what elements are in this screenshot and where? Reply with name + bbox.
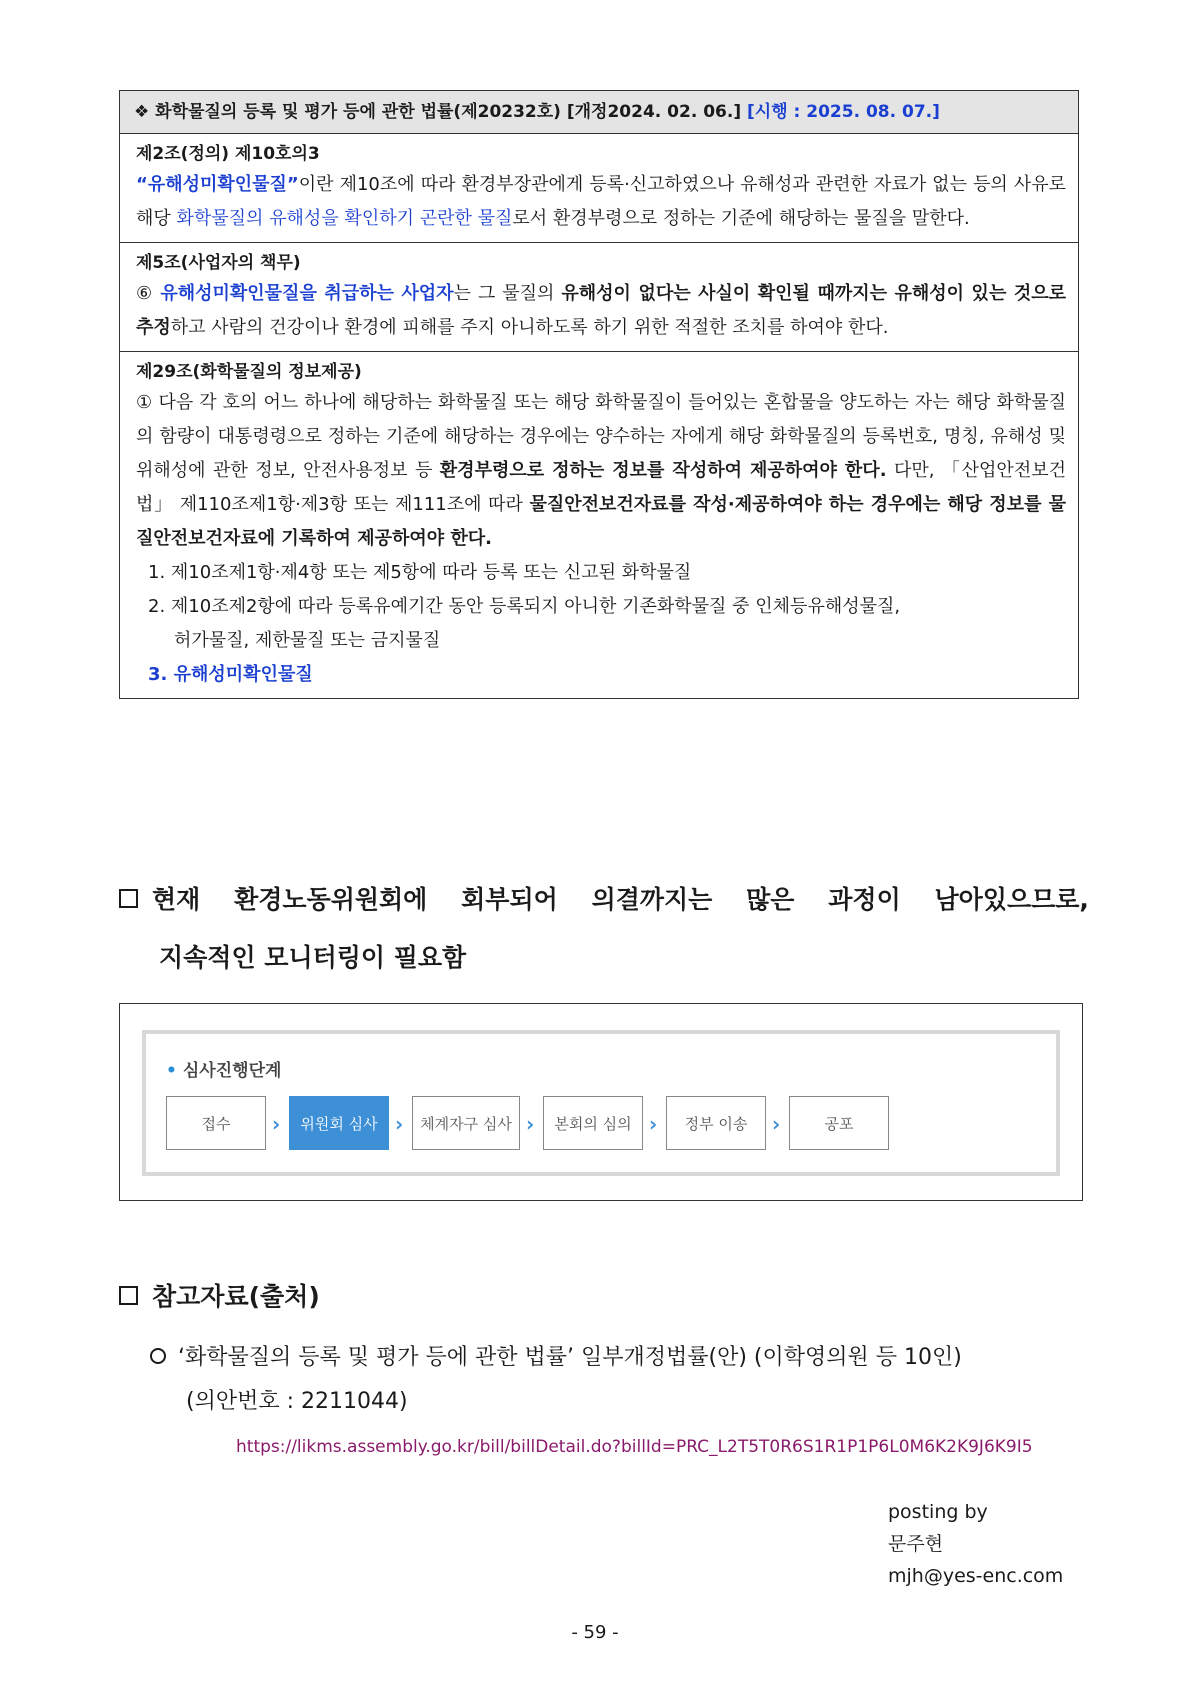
square-bullet-icon (119, 1286, 138, 1305)
status-word (119, 880, 200, 916)
reference-item-title: ‘화학물질의 등록 및 평가 등에 관한 법률’ 일부개정법률(안) (이학영의원 등 10인) (178, 1345, 962, 1370)
reference-bill-number: (의안번호 : 2211044) (186, 1389, 408, 1414)
article-2-highlight: 화학물질의 유해성을 확인하기 곤란한 물질 (176, 208, 513, 229)
article-5-text-end: 하고 사람의 건강이나 환경에 피해를 주지 아니하도록 하기 위한 적절한 조치를 하여야 한다. (170, 317, 889, 338)
step-plenary-deliberation[interactable]: 본회의 심의 (543, 1096, 643, 1150)
chevron-right-icon: › (772, 1112, 781, 1136)
chevron-right-icon: › (526, 1112, 535, 1136)
article-29-item-2: 2. 제10조제2항에 따라 등록유예기간 동안 등록되지 아니한 기존화학물질 중 인체등유해성물질, (148, 596, 901, 617)
review-stage-panel (119, 1003, 1083, 1201)
status-word: 과정이 (828, 885, 901, 914)
article-29-bold-1: 환경부령으로 정하는 정보를 작성하여 제공하여야 한다. (439, 460, 887, 481)
article-29-text-mid: 다만, 「산업안전보건법」 제110조제1항·제3항 또는 제111조에 따라 (136, 460, 1066, 515)
status-word: 의결까지는 (591, 885, 713, 914)
status-word: 회부되어 (461, 885, 558, 914)
chevron-right-icon: › (649, 1112, 658, 1136)
article-29-bold-2: 물질안전보건자료를 작성·제공하여야 하는 경우에는 해당 정보를 물질안전보건자료에 기록하여 제공하여야 한다. (136, 494, 1066, 549)
article-29-section (120, 352, 1078, 698)
step-promulgation[interactable]: 공포 (789, 1096, 889, 1150)
review-stage-title-text: 심사진행단계 (182, 1061, 282, 1081)
article-5-text (136, 277, 1066, 345)
references-heading (119, 1277, 1089, 1313)
step-committee-review[interactable]: 위원회 심사 (289, 1096, 389, 1150)
defined-term: “유해성미확인물질” (136, 174, 299, 195)
article-29-item-1: 1. 제10조제1항·제4항 또는 제5항에 따라 등록 또는 신고된 화학물질 (148, 562, 692, 583)
article-5-bold: 유해성이 없다는 사실이 확인될 때까지는 유해성이 있는 것으로 추정 (136, 283, 1067, 338)
posting-email: mjh@yes-enc.com (888, 1565, 1064, 1587)
article-5-section (120, 243, 1078, 352)
posting-author: 문주현 (888, 1533, 944, 1555)
article-29-title: 제29조(화학물질의 정보제공) (136, 362, 362, 382)
review-stage-inner (142, 1030, 1060, 1176)
step-legal-review[interactable]: 체계자구 심사 (412, 1096, 520, 1150)
references-heading-text: 참고자료(출처) (152, 1282, 320, 1311)
reference-item (150, 1340, 1080, 1371)
article-29-text-part: ① 다음 각 호의 어느 하나에 해당하는 화학물질 또는 해당 화학물질이 들어있는 혼합물을 양도하는 자는 해당 화학물질의 함량이 대통령령으로 정하는 기준에 해당하는 경우에는 양수하는 자에게 해당 화학물질의 등록번호, 명칭, 유해성 및 위해성에 관한 정보, 안전사용정보 등 (136, 392, 1066, 481)
article-2-text (136, 168, 1066, 236)
article-29-item-2-cont: 허가물질, 제한물질 또는 금지물질 (174, 630, 441, 651)
posting-info (888, 1496, 1063, 1592)
chevron-right-icon: › (395, 1112, 404, 1136)
law-enforcement-date: [시행 : 2025. 08. 07.] (747, 102, 940, 122)
article-29-item-3: 3. 유해성미확인물질 (148, 664, 313, 685)
article-29-text (136, 386, 1066, 556)
law-header-title: ❖ 화학물질의 등록 및 평가 등에 관한 법률(제20232호) [개정2024. 02. 06.] (134, 102, 748, 122)
status-word: 많은 (746, 885, 795, 914)
status-word: 남아있으므로, (934, 885, 1089, 914)
article-2-text-part: 이란 제10조에 따라 환경부장관에게 등록·신고하였으나 유해성과 관련한 자료가 없는 등의 사유로 해당 (136, 174, 1066, 229)
status-note-line-2: 지속적인 모니터링이 필요함 (159, 943, 467, 972)
step-government-transfer[interactable]: 정부 이송 (666, 1096, 766, 1150)
status-note-line-1 (119, 880, 1089, 916)
status-note (119, 880, 1089, 974)
posting-label: posting by (888, 1501, 988, 1523)
step-receipt[interactable]: 접수 (166, 1096, 266, 1150)
status-word: 환경노동위원회에 (234, 885, 428, 914)
review-stage-title (166, 1056, 281, 1081)
article-5-highlight: 유해성미확인물질을 취급하는 사업자 (160, 283, 454, 304)
article-2-text-end: 로서 환경부령으로 정하는 기준에 해당하는 물질을 말한다. (512, 208, 970, 229)
status-word-text: 현재 (152, 885, 201, 914)
dot-icon: • (166, 1061, 177, 1081)
square-bullet-icon (119, 889, 138, 908)
law-header (120, 91, 1078, 134)
article-5-num: ⑥ (136, 283, 161, 304)
article-5-text-part: 는 그 물질의 (453, 283, 562, 304)
article-2-title: 제2조(정의) 제10호의3 (136, 144, 320, 164)
article-5-title: 제5조(사업자의 책무) (136, 253, 301, 273)
reference-url-link[interactable]: https://likms.assembly.go.kr/bill/billDetail.do?billId=PRC_L2T5T0R6S1R1P1P6L0M6K2K9J6K9I5 (236, 1437, 1033, 1457)
chevron-right-icon: › (272, 1112, 281, 1136)
article-2-section (120, 134, 1078, 243)
page-number: - 59 - (571, 1622, 619, 1643)
circle-bullet-icon (150, 1348, 166, 1364)
law-excerpt-box (119, 90, 1079, 699)
